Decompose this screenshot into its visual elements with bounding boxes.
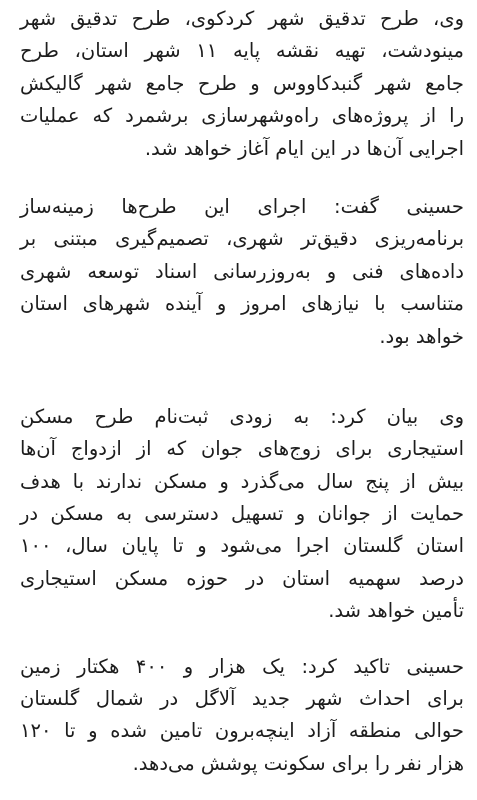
text-line: اجرایی آن‌ها در این ایام آغاز خواهد شد. bbox=[144, 136, 464, 160]
paragraph-projects bbox=[20, 3, 464, 165]
text-line: حسینی تاکید کرد: یک هزار و ۴۰۰ هکتار زمین bbox=[20, 654, 464, 678]
text-line: متناسب با نیازهای امروز و آینده شهرهای استان bbox=[20, 292, 464, 316]
text-line: حمایت از جوانان و تسهیل دسترسی به مسکن در bbox=[20, 502, 464, 526]
text-line: وی بیان کرد: به زودی ثبت‌نام طرح مسکن bbox=[20, 404, 464, 428]
text-line: جامع شهر گنبدکاووس و طرح جامع شهر گالیکش bbox=[20, 71, 464, 95]
text-line: بیش از پنج سال می‌گذرد و مسکن ندارند با هدف bbox=[20, 469, 464, 493]
article-body bbox=[20, 3, 464, 780]
paragraph-housing bbox=[20, 401, 464, 628]
paragraph-planning bbox=[20, 191, 464, 353]
text-line: هزار نفر را برای سکونت پوشش می‌دهد. bbox=[132, 751, 464, 775]
text-line: را از پروژه‌های راه‌وشهرسازی برشمرد که عملیات bbox=[20, 104, 464, 128]
text-line: استیجاری برای زوج‌های جوان که از ازدواج آن‌ها bbox=[20, 437, 464, 461]
text-line: حوالی منطقه آزاد اینچه‌برون تامین شده و تا ۱۲۰ bbox=[20, 719, 464, 743]
text-line: خواهد بود. bbox=[379, 324, 464, 348]
paragraph-new-city bbox=[20, 651, 464, 781]
text-line: درصد سهمیه استان در حوزه مسکن استیجاری bbox=[20, 566, 464, 590]
text-line: برنامه‌ریزی دقیق‌تر شهری، تصمیم‌گیری مبتنی بر bbox=[20, 227, 464, 251]
text-line: حسینی گفت: اجرای این طرح‌ها زمینه‌ساز bbox=[20, 194, 464, 218]
text-line: تأمین خواهد شد. bbox=[328, 599, 464, 623]
text-line: استان گلستان اجرا می‌شود و تا پایان سال، ۱۰۰ bbox=[20, 534, 464, 558]
text-line: وی، طرح تدقیق شهر کردکوی، طرح تدقیق شهر bbox=[20, 7, 464, 30]
text-line: برای احداث شهر جدید آلاگل در شمال گلستان bbox=[20, 687, 464, 711]
text-line: داده‌های فنی و به‌روزرسانی اسناد توسعه شهری bbox=[20, 259, 464, 283]
text-line: مینودشت، تهیه نقشه پایه ۱۱ شهر استان، طرح bbox=[20, 39, 464, 63]
